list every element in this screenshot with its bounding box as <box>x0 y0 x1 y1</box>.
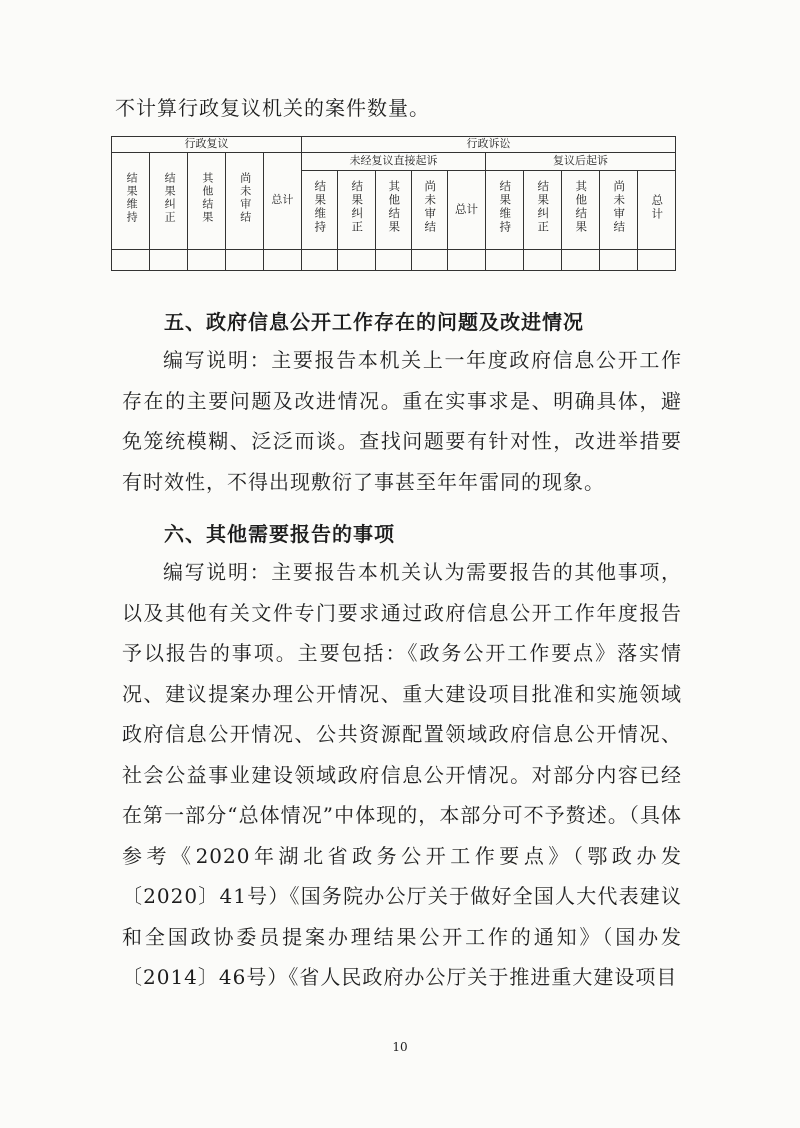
col-total: 总计 <box>271 193 294 207</box>
col-other: 其他结果 <box>200 172 214 225</box>
header-after-review-suit: 复议后起诉 <box>486 152 676 170</box>
col-maintained: 结果维持 <box>498 180 513 235</box>
page-number: 10 <box>392 1040 408 1054</box>
section5-heading: 五、政府信息公开工作存在的问题及改进情况 <box>164 310 584 334</box>
review-litigation-table <box>111 136 676 271</box>
col-pending: 尚未审结 <box>423 180 438 235</box>
header-direct-suit: 未经复议直接起诉 <box>302 152 486 170</box>
header-admin-litigation: 行政诉讼 <box>302 137 676 153</box>
col-corrected: 结果纠正 <box>163 172 177 225</box>
col-maintained: 结果维持 <box>125 172 139 225</box>
col-other: 其他结果 <box>387 180 402 235</box>
header-admin-review: 行政复议 <box>112 137 302 153</box>
col-corrected: 结果纠正 <box>536 180 551 235</box>
col-corrected: 结果纠正 <box>350 180 365 235</box>
col-maintained: 结果维持 <box>313 180 328 235</box>
col-total: 总计 <box>650 193 665 221</box>
table-row <box>112 249 676 270</box>
intro-line: 不计算行政复议机关的案件数量。 <box>115 96 430 120</box>
col-total: 总计 <box>448 170 486 249</box>
admin-review-columns <box>112 153 301 249</box>
section6-heading: 六、其他需要报告的事项 <box>164 522 395 546</box>
section5-body: 编写说明：主要报告本机关上一年度政府信息公开工作存在的主要问题及改进情况。重在实事求是、明确具体，避免笼统模糊、泛泛而谈。查找问题要有针对性，改进举措要有时效性，不得出现敷衍了事甚至年年雷同的现象。 <box>122 348 682 494</box>
col-pending: 尚未审结 <box>238 172 252 225</box>
col-other: 其他结果 <box>574 180 589 235</box>
col-pending: 尚未审结 <box>612 180 627 235</box>
section6-body: 编写说明：主要报告本机关认为需要报告的其他事项，以及其他有关文件专门要求通过政府信息公开工作年度报告予以报告的事项。主要包括：《政务公开工作要点》落实情况、建议提案办理公开情况、重大建设项目批准和实施领域政府信息公开情况、公共资源配置领域政府信息公开情况、社会公益事业建设领域政府信息公开情况。对部分内容已经在第一部分“总体情况”中体现的，本部分可不予赘述。（具体参考《2020年湖北省政务公开工作要点》（鄂政办发〔2020〕41号）《国务院办公厅关于做好全国人大代表建议和全国政协委员提案办理结果公开工作的通知》（国办发〔2014〕46号）《省人民政府办公厅关于推进重大建设项目 <box>122 560 682 989</box>
